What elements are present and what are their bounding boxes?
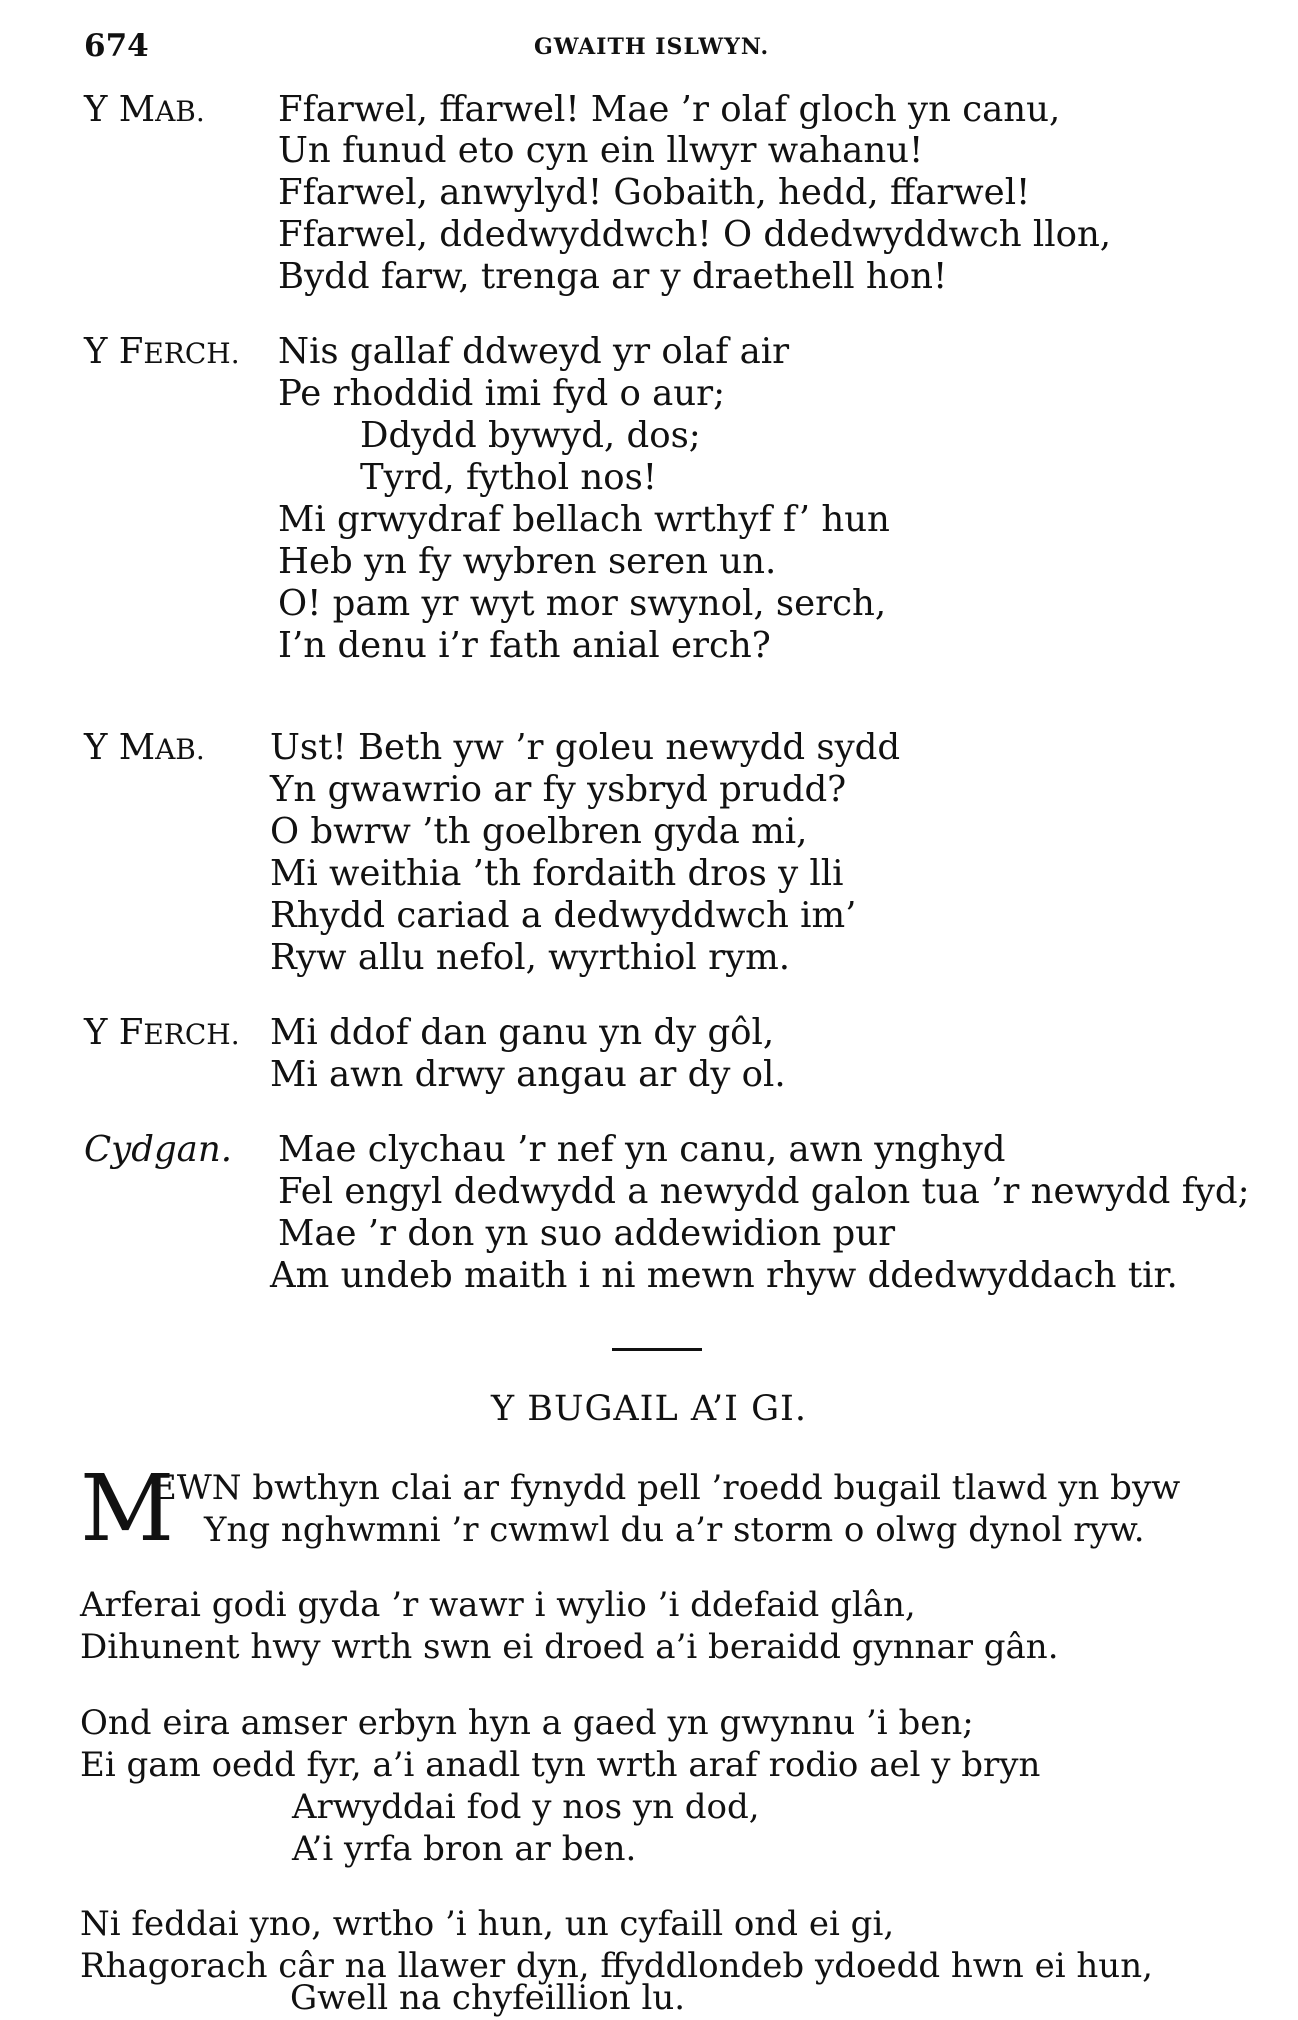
verse-line: Dihunent hwy wrth swn ei droed a’i beraidd gynnar gân. xyxy=(80,1627,1059,1667)
verse-line: EWN bwthyn clai ar fynydd pell ’roedd bugail tlawd yn byw xyxy=(152,1468,1181,1508)
verse-line: Yng nghwmni ’r cwmwl du a’r storm o olwg dynol ryw. xyxy=(204,1510,1145,1550)
verse-line: Ond eira amser erbyn hyn a gaed yn gwynnu ’i ben; xyxy=(80,1703,974,1743)
verse-line: Ust! Beth yw ’r goleu newydd sydd xyxy=(270,727,901,768)
verse-line: I’n denu i’r fath anial erch? xyxy=(278,625,771,666)
speaker-label: Y FERCH. xyxy=(84,331,240,372)
verse-line: Nis gallaf ddweyd yr olaf air xyxy=(278,331,790,372)
page-number: 674 xyxy=(84,28,149,64)
verse-line: Tyrd, fythol nos! xyxy=(360,457,658,498)
verse-line: Pe rhoddid imi fyd o aur; xyxy=(278,373,726,414)
verse-line: Bydd farw, trenga ar y draethell hon! xyxy=(278,256,948,297)
verse-line: Mi awn drwy angau ar dy ol. xyxy=(270,1054,786,1095)
verse-line: Yn gwawrio ar fy ysbryd prudd? xyxy=(270,769,847,810)
verse-line: Ffarwel, ddedwyddwch! O ddedwyddwch llon, xyxy=(278,214,1112,255)
verse-line: Ryw allu nefol, wyrthiol rym. xyxy=(270,937,791,978)
verse-line: Mi weithia ’th fordaith dros y lli xyxy=(270,853,844,894)
page-header xyxy=(84,28,844,68)
verse-line: Am undeb maith i ni mewn rhyw ddedwyddach tir. xyxy=(270,1255,1178,1296)
speaker-label: Y MAB. xyxy=(84,89,205,130)
verse-line: Ffarwel, anwylyd! Gobaith, hedd, ffarwel! xyxy=(278,172,1031,213)
verse-line: Ddydd bywyd, dos; xyxy=(360,415,701,456)
verse-line: Mae ’r don yn suo addewidion pur xyxy=(278,1213,896,1254)
verse-line: Arwyddai fod y nos yn dod, xyxy=(292,1787,760,1827)
verse-line: A’i yrfa bron ar ben. xyxy=(292,1829,637,1869)
section-divider xyxy=(612,1348,702,1351)
verse-line: Arferai godi gyda ’r wawr i wylio ’i ddefaid glân, xyxy=(80,1585,916,1625)
poem-title: Y BUGAIL A’I GI. xyxy=(491,1389,807,1429)
verse-line: Gwell na chyfeillion lu. xyxy=(290,1978,686,2018)
verse-line: Mae clychau ’r nef yn canu, awn ynghyd xyxy=(278,1129,1006,1170)
verse-line: Un funud eto cyn ein llwyr wahanu! xyxy=(278,130,924,171)
running-head: GWAITH ISLWYN. xyxy=(534,34,770,60)
speaker-label: Cydgan. xyxy=(84,1129,232,1170)
verse-line: Ni feddai yno, wrtho ’i hun, un cyfaill ond ei gi, xyxy=(80,1904,895,1944)
verse-line: O! pam yr wyt mor swynol, serch, xyxy=(278,583,887,624)
verse-line: Heb yn fy wybren seren un. xyxy=(278,541,777,582)
verse-line: Ei gam oedd fyr, a’i anadl tyn wrth araf rodio ael y bryn xyxy=(80,1745,1041,1785)
speaker-label: Y MAB. xyxy=(84,727,205,768)
speaker-label: Y FERCH. xyxy=(84,1012,240,1053)
verse-line: Fel engyl dedwydd a newydd galon tua ’r newydd fyd; xyxy=(278,1171,1250,1212)
verse-line: Rhydd cariad a dedwyddwch im’ xyxy=(270,895,857,936)
verse-line: Mi grwydraf bellach wrthyf f’ hun xyxy=(278,499,890,540)
verse-line: Rhagorach câr na llawer dyn, ffyddlondeb ydoedd hwn ei hun, xyxy=(80,1946,1153,1986)
verse-line: Ffarwel, ffarwel! Mae ’r olaf gloch yn canu, xyxy=(278,89,1061,130)
verse-line: Mi ddof dan ganu yn dy gôl, xyxy=(270,1012,775,1053)
verse-line: O bwrw ’th goelbren gyda mi, xyxy=(270,811,808,852)
drop-cap: M xyxy=(80,1455,175,1562)
